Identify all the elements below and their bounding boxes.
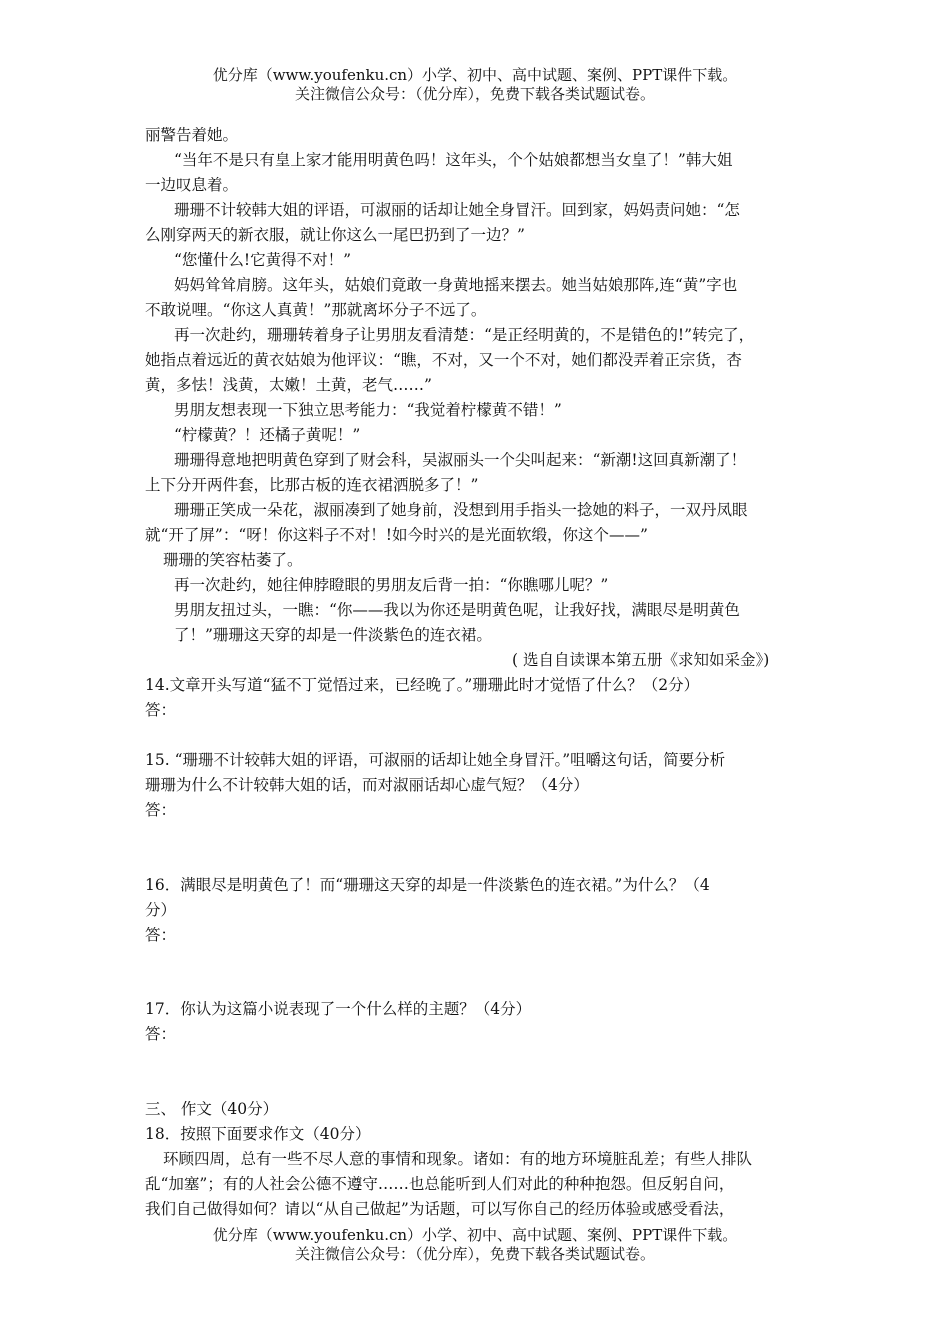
question-14: 14.文章开头写道“猛不丁觉悟过来，已经晚了。”珊珊此时才觉悟了什么？（2分） [145, 676, 700, 694]
question-16-line-1: 16．满眼尽是明黄色了！而“珊珊这天穿的却是一件淡紫色的连衣裙。”为什么？（4 [145, 876, 710, 894]
footer-line-1: 优分库（www.youfenku.cn）小学、初中、高中试题、案例、PPT课件下载。 [212, 1226, 738, 1244]
story-line: 再一次赴约，珊珊转着身子让男朋友看清楚：“是正经明黄的，不是错色的!”转完了， [174, 326, 755, 344]
story-line: 珊珊不计较韩大姐的评语，可淑丽的话却让她全身冒汗。回到家，妈妈责问她：“怎 [174, 201, 740, 219]
story-line: 珊珊的笑容枯萎了。 [163, 551, 303, 569]
story-line: 了！”珊珊这天穿的却是一件淡紫色的连衣裙。 [174, 626, 492, 644]
story-line: 男朋友扭过头，一瞧：“你——我以为你还是明黄色呢，让我好找，满眼尽是明黄色 [174, 601, 740, 619]
header-line-2: 关注微信公众号：（优分库），免费下载各类试题试卷。 [294, 85, 655, 103]
answer-label-14: 答： [145, 701, 177, 719]
question-17: 17．你认为这篇小说表现了一个什么样的主题？（4分） [145, 1000, 532, 1018]
story-line: 珊珊得意地把明黄色穿到了财会科，吴淑丽头一个尖叫起来：“新潮!这回真新潮了！ [174, 451, 747, 469]
answer-label-17: 答： [145, 1025, 177, 1043]
story-line: 再一次赴约，她往伸脖瞪眼的男朋友后背一拍：“你瞧哪儿呢？” [174, 576, 609, 594]
answer-label-16: 答： [145, 926, 177, 944]
story-line: 妈妈耸耸肩膀。这年头，姑娘们竟敢一身黄地摇来摆去。她当姑娘那阵,连“黄”字也 [174, 276, 738, 294]
composition-prompt-line: 乱“加塞”；有的人社会公德不遵守……也总能听到人们对此的种种抱怨。但反躬自问， [145, 1175, 735, 1193]
story-line: “当年不是只有皇上家才能用明黄色吗！这年头，个个姑娘都想当女皇了！”韩大姐 [174, 151, 733, 169]
story-line: “柠檬黄？！还橘子黄呢！” [174, 426, 361, 444]
section-composition-heading: 三、 作文（40分） [145, 1100, 279, 1118]
story-line: 她指点着远近的黄衣姑娘为他评议：“瞧，不对，又一个不对，她们都没弄着正宗货，杏 [145, 351, 742, 369]
answer-label-15: 答： [145, 801, 177, 819]
story-line: 就“开了屏”：“呀！你这料子不对！!如今时兴的是光面软缎，你这个——” [145, 526, 648, 544]
question-15-line-2: 珊珊为什么不计较韩大姐的话，而对淑丽话却心虚气短？（4分） [145, 776, 589, 794]
story-line: 黄，多怯！浅黄，太嫩！土黄，老气……” [145, 376, 432, 394]
composition-prompt-line: 环顾四周，总有一些不尽人意的事情和现象。诸如：有的地方环境脏乱差；有些人排队 [163, 1150, 753, 1168]
header-line-1: 优分库（www.youfenku.cn）小学、初中、高中试题、案例、PPT课件下载。 [212, 66, 738, 84]
page-footer [0, 1226, 950, 1264]
story-line: 珊珊正笑成一朵花，淑丽凑到了她身前，没想到用手指头一捻她的料子，一双丹凤眼 [174, 501, 748, 519]
composition-prompt-line: 我们自己做得如何？请以“从自己做起”为话题，可以写你自己的经历体验或感受看法， [145, 1200, 735, 1218]
story-line: 么刚穿两天的新衣服，就让你这么一尾巴扔到了一边？” [145, 226, 525, 244]
story-line: 男朋友想表现一下独立思考能力：“我觉着柠檬黄不错！” [174, 401, 562, 419]
question-16-line-2: 分） [145, 901, 177, 919]
page-header [0, 66, 950, 104]
story-line: 不敢说哩。“你这人真黄！”那就离坏分子不远了。 [145, 301, 487, 319]
question-18: 18．按照下面要求作文（40分） [145, 1125, 371, 1143]
story-line: 丽警告着她。 [145, 126, 239, 144]
story-line: 上下分开两件套，比那古板的连衣裙洒脱多了！” [145, 476, 479, 494]
story-line: 一边叹息着。 [145, 176, 239, 194]
story-line: “您懂什么!它黄得不对！” [174, 251, 352, 269]
footer-line-2: 关注微信公众号：（优分库），免费下载各类试题试卷。 [294, 1245, 655, 1263]
question-15-line-1: 15. “珊珊不计较韩大姐的评语，可淑丽的话却让她全身冒汗。”咀嚼这句话，简要分析 [145, 751, 726, 769]
source-citation: ( 选自自读课本第五册《求知如采金》) [512, 651, 770, 669]
